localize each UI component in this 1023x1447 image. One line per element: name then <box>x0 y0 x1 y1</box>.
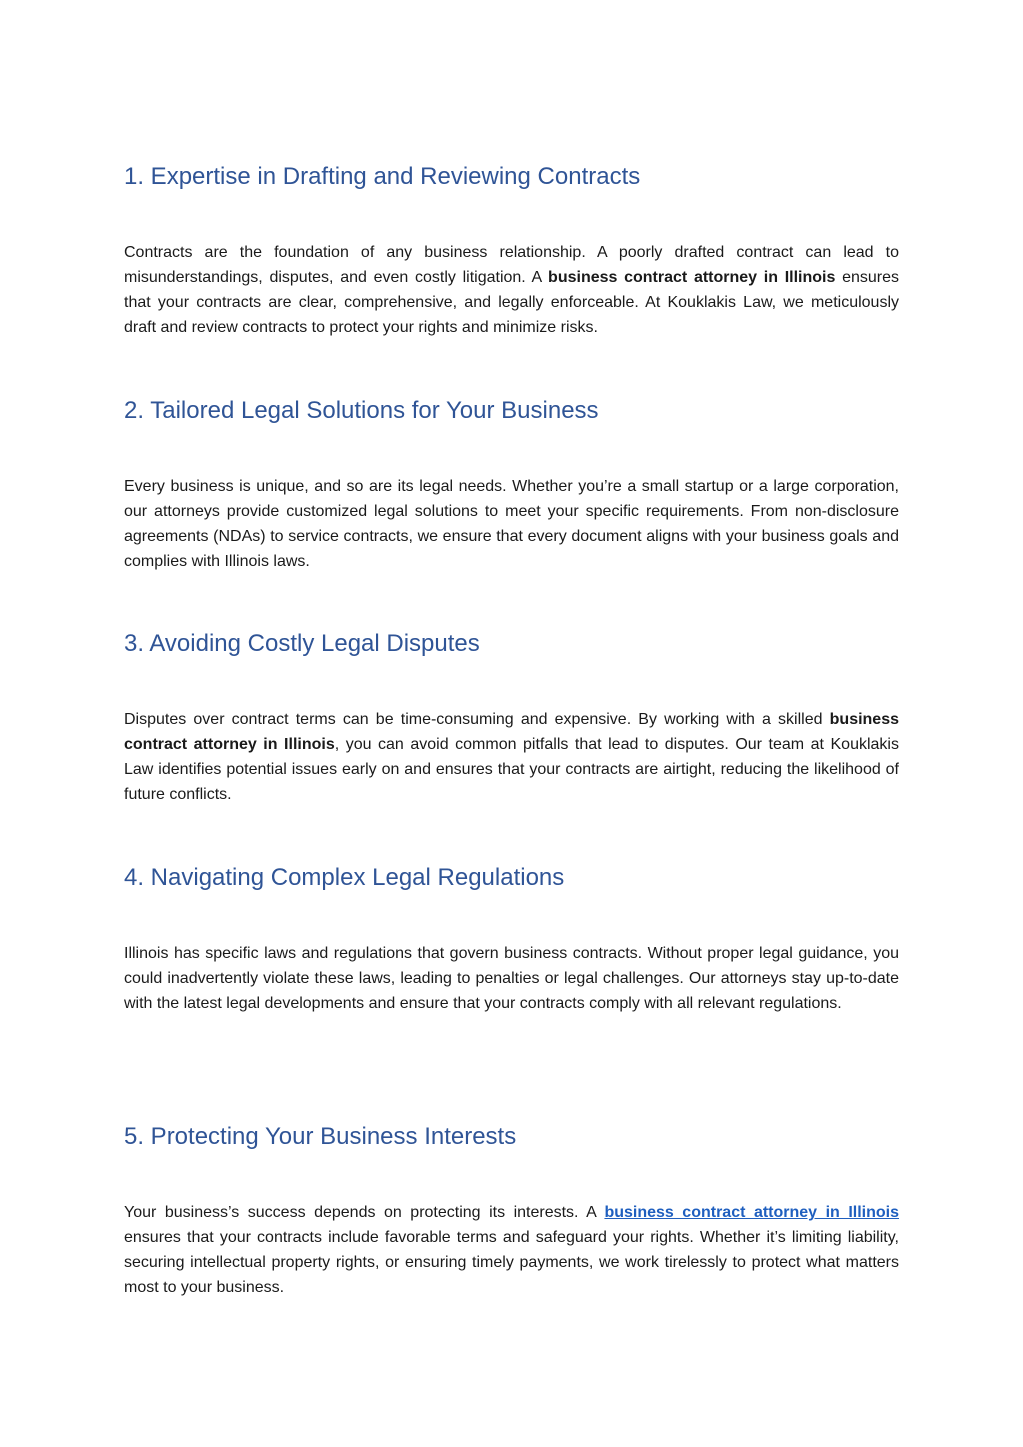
section-paragraph: Illinois has specific laws and regulations that govern business contracts. Without proper legal guidance, you could inadvertently violate these laws, leading to penalties or legal challenges. Our attorneys stay up-to-date with the latest legal developments and ensure that your contracts comply with all relevant regulations. <box>124 945 899 1012</box>
section-avoiding-disputes <box>124 629 899 807</box>
paragraph-text: ensures that your contracts are clear, comprehensive, and legally enforceable. At Kouklakis Law, we meticulously draft and review contracts to protect your rights and minimize risks. <box>124 269 899 336</box>
section-regulations <box>124 863 899 1016</box>
section-heading: 1. Expertise in Drafting and Reviewing Contracts <box>124 163 641 190</box>
paragraph-text: Disputes over contract terms can be time-consuming and expensive. By working with a skilled <box>124 711 830 728</box>
section-heading: 4. Navigating Complex Legal Regulations <box>124 864 565 891</box>
attorney-link[interactable]: business contract attorney in Illinois <box>604 1204 899 1221</box>
section-paragraph <box>124 1200 899 1300</box>
section-expertise <box>124 162 899 340</box>
bold-keyword: business contract attorney in Illinois <box>124 711 899 753</box>
section-heading: 5. Protecting Your Business Interests <box>124 1123 517 1150</box>
document-page <box>124 0 899 1447</box>
paragraph-text: ensures that your contracts include favorable terms and safeguard your rights. Whether it’s limiting liability, securing intellectual property rights, or ensuring timely payments, we work tirelessly to protect what matters most to your business. <box>124 1229 899 1296</box>
paragraph-text: , you can avoid common pitfalls that lead to disputes. Our team at Kouklakis Law identifies potential issues early on and ensures that your contracts are airtight, reducing the likelihood of future conflicts. <box>124 736 899 803</box>
section-paragraph <box>124 240 899 340</box>
section-protecting-interests <box>124 1122 899 1300</box>
section-heading: 3. Avoiding Costly Legal Disputes <box>124 630 480 657</box>
section-paragraph <box>124 707 899 807</box>
section-heading: 2. Tailored Legal Solutions for Your Business <box>124 397 599 424</box>
paragraph-text: Your business’s success depends on protecting its interests. A <box>124 1204 605 1221</box>
paragraph-text: Contracts are the foundation of any business relationship. A poorly drafted contract can lead to misunderstandings, disputes, and even costly litigation. A <box>124 244 899 286</box>
section-paragraph: Every business is unique, and so are its legal needs. Whether you’re a small startup or a large corporation, our attorneys provide customized legal solutions to meet your specific requirements. From non-disclosure agreements (NDAs) to service contracts, we ensure that every document aligns with your business goals and complies with Illinois laws. <box>124 478 899 570</box>
section-tailored-solutions <box>124 396 899 574</box>
bold-keyword: business contract attorney in Illinois <box>548 269 836 286</box>
